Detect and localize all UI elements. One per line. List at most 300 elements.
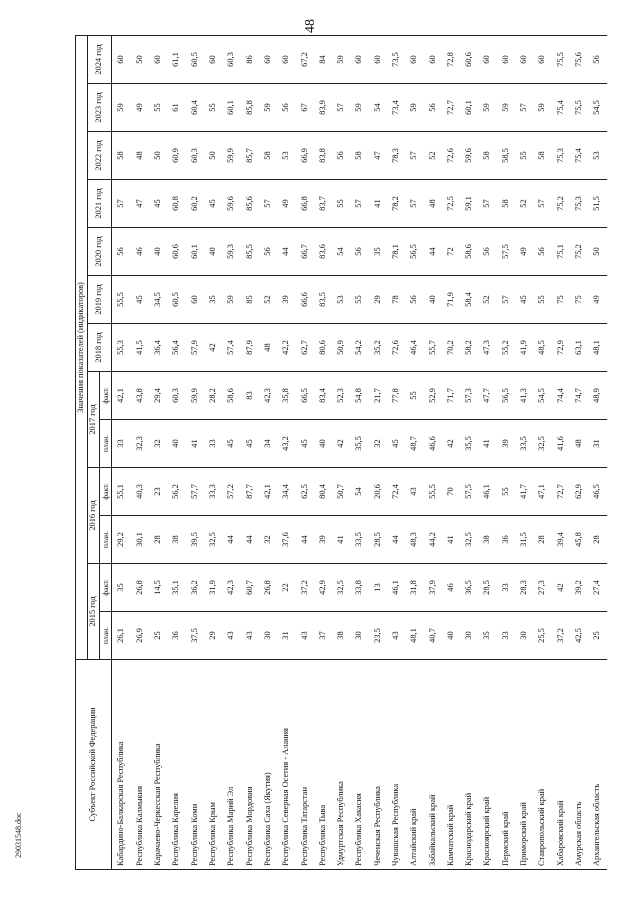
value-cell: 59 [112, 84, 131, 132]
value-cell: 59,6 [460, 132, 478, 180]
value-cell: 60 [533, 36, 551, 84]
value-cell: 57,3 [460, 372, 478, 420]
table-row [149, 36, 167, 870]
table-row [222, 36, 240, 870]
value-cell: 59 [533, 84, 551, 132]
value-cell: 43 [387, 612, 405, 660]
value-cell: 59 [222, 276, 240, 324]
value-cell: 85,5 [241, 228, 259, 276]
header-year-2023: 2023 год [88, 84, 112, 132]
value-cell: 49 [277, 180, 295, 228]
value-cell: 39 [497, 420, 515, 468]
value-cell: 44,2 [424, 516, 442, 564]
value-cell: 72 [442, 228, 460, 276]
region-name-cell: Республика Северная Осетия - Алания [277, 660, 295, 870]
value-cell: 39,2 [570, 564, 588, 612]
value-cell: 56 [332, 132, 350, 180]
value-cell: 48 [131, 132, 149, 180]
value-cell: 57 [497, 276, 515, 324]
value-cell: 56 [424, 84, 442, 132]
value-cell: 83,7 [314, 180, 332, 228]
value-cell: 37 [314, 612, 332, 660]
value-cell: 44 [387, 516, 405, 564]
table-row [515, 36, 533, 870]
value-cell: 72,6 [387, 324, 405, 372]
header-region: Субъект Российской Федерации [76, 660, 112, 870]
value-cell: 56 [112, 228, 131, 276]
value-cell: 34,4 [277, 468, 295, 516]
table-row [350, 36, 368, 870]
value-cell: 33 [497, 564, 515, 612]
value-cell: 28,3 [515, 564, 533, 612]
value-cell: 52,9 [424, 372, 442, 420]
value-cell: 25 [588, 612, 607, 660]
value-cell: 29,4 [149, 372, 167, 420]
value-cell: 45,8 [570, 516, 588, 564]
table-row [570, 36, 588, 870]
value-cell: 23,5 [369, 612, 387, 660]
value-cell: 54 [369, 84, 387, 132]
value-cell: 56,2 [167, 468, 185, 516]
value-cell: 55,2 [497, 324, 515, 372]
value-cell: 35,5 [460, 420, 478, 468]
value-cell: 54 [350, 468, 368, 516]
value-cell: 43 [405, 468, 423, 516]
value-cell: 45 [204, 180, 222, 228]
value-cell: 37,2 [552, 612, 570, 660]
value-cell: 55 [204, 84, 222, 132]
value-cell: 23 [149, 468, 167, 516]
table-row [460, 36, 478, 870]
value-cell: 58,6 [222, 372, 240, 420]
value-cell: 60,6 [167, 228, 185, 276]
value-cell: 61,1 [167, 36, 185, 84]
value-cell: 41,6 [552, 420, 570, 468]
value-cell: 26,8 [131, 564, 149, 612]
value-cell: 40 [167, 420, 185, 468]
value-cell: 28,5 [369, 516, 387, 564]
value-cell: 55 [332, 180, 350, 228]
value-cell: 33 [112, 420, 131, 468]
value-cell: 31,5 [515, 516, 533, 564]
value-cell: 60,1 [460, 84, 478, 132]
header-2015-plan: план. [100, 612, 112, 660]
value-cell: 42,1 [112, 372, 131, 420]
value-cell: 67,2 [296, 36, 314, 84]
value-cell: 46 [442, 564, 460, 612]
value-cell: 45 [515, 276, 533, 324]
value-cell: 32,5 [533, 420, 551, 468]
value-cell: 47,1 [533, 468, 551, 516]
value-cell: 54 [332, 228, 350, 276]
value-cell: 35,8 [277, 372, 295, 420]
table-row [112, 36, 131, 870]
value-cell: 22 [277, 564, 295, 612]
value-cell: 56,5 [497, 372, 515, 420]
value-cell: 56 [533, 228, 551, 276]
value-cell: 66,9 [296, 132, 314, 180]
region-name-cell: Карачаево-Черкесская Республика [149, 660, 167, 870]
value-cell: 45 [296, 420, 314, 468]
header-year-2020: 2020 год [88, 228, 112, 276]
table-row [387, 36, 405, 870]
value-cell: 50 [588, 228, 607, 276]
region-name-cell: Республика Крым [204, 660, 222, 870]
value-cell: 38 [167, 516, 185, 564]
header-2016-fact: факт. [100, 468, 112, 516]
value-cell: 30,1 [131, 516, 149, 564]
region-name-cell: Кабардино-Балкарская Республика [112, 660, 131, 870]
value-cell: 67 [296, 84, 314, 132]
region-name-cell: Республика Мордовия [241, 660, 259, 870]
value-cell: 57,7 [186, 468, 204, 516]
header-2016-plan: план. [100, 516, 112, 564]
value-cell: 60 [186, 276, 204, 324]
region-name-cell: Чувашская Республика [387, 660, 405, 870]
value-cell: 44 [222, 516, 240, 564]
region-name-cell: Архангельская область [588, 660, 607, 870]
value-cell: 55,5 [112, 276, 131, 324]
value-cell: 28,5 [479, 564, 497, 612]
value-cell: 50,7 [332, 468, 350, 516]
value-cell: 44 [296, 516, 314, 564]
header-year-2018: 2018 год [88, 324, 112, 372]
value-cell: 70 [442, 468, 460, 516]
value-cell: 20,6 [369, 468, 387, 516]
region-name-cell: Удмуртская Республика [332, 660, 350, 870]
value-cell: 78,3 [387, 132, 405, 180]
value-cell: 75,4 [570, 132, 588, 180]
value-cell: 46,6 [424, 420, 442, 468]
value-cell: 60 [277, 36, 295, 84]
value-cell: 35 [112, 564, 131, 612]
value-cell: 57 [515, 84, 533, 132]
value-cell: 53 [277, 132, 295, 180]
table-row [314, 36, 332, 870]
value-cell: 29 [369, 276, 387, 324]
value-cell: 57 [479, 180, 497, 228]
header-year-2017: 2017 год [88, 372, 100, 468]
value-cell: 54,5 [533, 372, 551, 420]
value-cell: 77,8 [387, 372, 405, 420]
value-cell: 41,9 [515, 324, 533, 372]
value-cell: 72,4 [387, 468, 405, 516]
value-cell: 75,5 [570, 84, 588, 132]
value-cell: 42 [332, 420, 350, 468]
value-cell: 58,5 [497, 132, 515, 180]
value-cell: 59 [350, 84, 368, 132]
header-year-2024: 2024 год [88, 36, 112, 84]
table-row [442, 36, 460, 870]
value-cell: 58 [350, 132, 368, 180]
value-cell: 48,3 [405, 516, 423, 564]
value-cell: 43,8 [131, 372, 149, 420]
value-cell: 72,7 [552, 468, 570, 516]
value-cell: 60,7 [241, 564, 259, 612]
region-name-cell: Красноярский край [479, 660, 497, 870]
value-cell: 25 [149, 612, 167, 660]
value-cell: 35 [204, 276, 222, 324]
value-cell: 60 [112, 36, 131, 84]
region-name-cell: Республика Хакасия [350, 660, 368, 870]
value-cell: 78 [387, 276, 405, 324]
value-cell: 60,4 [186, 84, 204, 132]
value-cell: 57 [112, 180, 131, 228]
value-cell: 72,5 [442, 180, 460, 228]
value-cell: 60,3 [167, 372, 185, 420]
value-cell: 34,5 [149, 276, 167, 324]
value-cell: 36,2 [186, 564, 204, 612]
value-cell: 83,4 [314, 372, 332, 420]
value-cell: 60 [204, 36, 222, 84]
value-cell: 13 [369, 564, 387, 612]
value-cell: 58,4 [460, 276, 478, 324]
value-cell: 75,6 [570, 36, 588, 84]
region-name-cell: Забайкальский край [424, 660, 442, 870]
value-cell: 45 [241, 420, 259, 468]
value-cell: 60 [424, 36, 442, 84]
value-cell: 55 [497, 468, 515, 516]
value-cell: 43 [296, 612, 314, 660]
value-cell: 60 [405, 36, 423, 84]
value-cell: 59 [405, 84, 423, 132]
value-cell: 57,9 [186, 324, 204, 372]
value-cell: 59,9 [186, 372, 204, 420]
value-cell: 59,9 [222, 132, 240, 180]
value-cell: 37,6 [277, 516, 295, 564]
value-cell: 75 [552, 276, 570, 324]
region-name-cell: Хабаровский край [552, 660, 570, 870]
value-cell: 57,5 [460, 468, 478, 516]
value-cell: 60,3 [186, 132, 204, 180]
value-cell: 59,6 [222, 180, 240, 228]
value-cell: 40 [442, 612, 460, 660]
value-cell: 42,5 [570, 612, 588, 660]
value-cell: 62,9 [570, 468, 588, 516]
value-cell: 49 [131, 84, 149, 132]
value-cell: 73,5 [387, 36, 405, 84]
value-cell: 42,3 [259, 372, 277, 420]
value-cell: 29,2 [112, 516, 131, 564]
value-cell: 59 [497, 84, 515, 132]
value-cell: 51,5 [588, 180, 607, 228]
value-cell: 53 [332, 276, 350, 324]
value-cell: 57 [259, 180, 277, 228]
value-cell: 60 [497, 36, 515, 84]
region-name-cell: Республика Татарстан [296, 660, 314, 870]
value-cell: 33,5 [350, 516, 368, 564]
value-cell: 48,7 [405, 420, 423, 468]
value-cell: 28,2 [204, 372, 222, 420]
region-name-cell: Краснодарский край [460, 660, 478, 870]
value-cell: 56 [277, 84, 295, 132]
value-cell: 41,5 [131, 324, 149, 372]
region-name-cell: Приморский край [515, 660, 533, 870]
value-cell: 70,2 [442, 324, 460, 372]
value-cell: 35 [479, 612, 497, 660]
value-cell: 37,9 [424, 564, 442, 612]
value-cell: 46,4 [405, 324, 423, 372]
value-cell: 45 [131, 276, 149, 324]
value-cell: 66,5 [296, 372, 314, 420]
value-cell: 48 [570, 420, 588, 468]
value-cell: 58 [259, 132, 277, 180]
value-cell: 50 [204, 132, 222, 180]
value-cell: 55 [533, 276, 551, 324]
value-cell: 32,5 [460, 516, 478, 564]
region-name-cell: Амурская область [570, 660, 588, 870]
value-cell: 42,9 [314, 564, 332, 612]
value-cell: 73,4 [387, 84, 405, 132]
value-cell: 83 [241, 372, 259, 420]
value-cell: 41,7 [515, 468, 533, 516]
value-cell: 57 [332, 84, 350, 132]
value-cell: 40 [314, 420, 332, 468]
table-row [186, 36, 204, 870]
value-cell: 33,3 [204, 468, 222, 516]
value-cell: 57 [533, 180, 551, 228]
value-cell: 72,9 [552, 324, 570, 372]
header-year-2019: 2019 год [88, 276, 112, 324]
value-cell: 59 [479, 84, 497, 132]
header-2017-fact: факт. [100, 372, 112, 420]
value-cell: 35,2 [369, 324, 387, 372]
value-cell: 32,5 [204, 516, 222, 564]
value-cell: 55,7 [424, 324, 442, 372]
value-cell: 74,4 [552, 372, 570, 420]
value-cell: 31,9 [204, 564, 222, 612]
value-cell: 71,7 [442, 372, 460, 420]
value-cell: 84 [314, 36, 332, 84]
value-cell: 57 [405, 180, 423, 228]
value-cell: 35,1 [167, 564, 185, 612]
table-row [332, 36, 350, 870]
value-cell: 57,2 [222, 468, 240, 516]
header-year-2022: 2022 год [88, 132, 112, 180]
table-body [112, 36, 608, 870]
value-cell: 62,7 [296, 324, 314, 372]
value-cell: 50 [131, 36, 149, 84]
value-cell: 28 [588, 516, 607, 564]
value-cell: 46,5 [588, 468, 607, 516]
value-cell: 78,2 [387, 180, 405, 228]
value-cell: 57 [405, 132, 423, 180]
value-cell: 58 [533, 132, 551, 180]
value-cell: 66,6 [296, 276, 314, 324]
value-cell: 58 [479, 132, 497, 180]
value-cell: 83,5 [314, 276, 332, 324]
value-cell: 72,8 [442, 36, 460, 84]
value-cell: 43 [241, 612, 259, 660]
footer-filename: 29031548.doc [14, 812, 23, 858]
value-cell: 32,3 [131, 420, 149, 468]
table-row [277, 36, 295, 870]
table-row [588, 36, 607, 870]
value-cell: 56 [259, 228, 277, 276]
value-cell: 42 [552, 564, 570, 612]
value-cell: 63,1 [570, 324, 588, 372]
value-cell: 46,1 [479, 468, 497, 516]
value-cell: 80,4 [314, 468, 332, 516]
value-cell: 85 [241, 276, 259, 324]
value-cell: 33 [497, 612, 515, 660]
value-cell: 62,5 [296, 468, 314, 516]
value-cell: 58,2 [460, 324, 478, 372]
value-cell: 55,3 [112, 324, 131, 372]
value-cell: 85,7 [241, 132, 259, 180]
region-name-cell: Республика Карелия [167, 660, 185, 870]
value-cell: 55 [405, 372, 423, 420]
value-cell: 41 [332, 516, 350, 564]
value-cell: 60 [479, 36, 497, 84]
value-cell: 56,5 [405, 228, 423, 276]
value-cell: 66,7 [296, 228, 314, 276]
header-2015-fact: факт. [100, 564, 112, 612]
value-cell: 87,9 [241, 324, 259, 372]
region-name-cell: Республика Коми [186, 660, 204, 870]
value-cell: 56 [405, 276, 423, 324]
value-cell: 54,2 [350, 324, 368, 372]
value-cell: 83,6 [314, 228, 332, 276]
value-cell: 14,5 [149, 564, 167, 612]
value-cell: 42 [442, 420, 460, 468]
indicators-table [75, 35, 607, 870]
value-cell: 52 [259, 276, 277, 324]
value-cell: 21,7 [369, 372, 387, 420]
value-cell: 54,5 [588, 84, 607, 132]
value-cell: 44 [424, 228, 442, 276]
region-name-cell: Республика Саха (Якутия) [259, 660, 277, 870]
value-cell: 75,5 [552, 36, 570, 84]
value-cell: 45 [222, 420, 240, 468]
value-cell: 44 [241, 516, 259, 564]
value-cell: 60,1 [186, 228, 204, 276]
value-cell: 42,2 [277, 324, 295, 372]
value-cell: 30 [350, 612, 368, 660]
value-cell: 37,2 [296, 564, 314, 612]
value-cell: 52 [479, 276, 497, 324]
value-cell: 36 [497, 516, 515, 564]
value-cell: 31 [277, 612, 295, 660]
value-cell: 39,4 [552, 516, 570, 564]
value-cell: 58 [112, 132, 131, 180]
table-row [552, 36, 570, 870]
table-row [296, 36, 314, 870]
value-cell: 32 [149, 420, 167, 468]
table-row [533, 36, 551, 870]
region-name-cell: Чеченская Республика [369, 660, 387, 870]
value-cell: 35 [369, 228, 387, 276]
table-row [369, 36, 387, 870]
value-cell: 41 [369, 180, 387, 228]
value-cell: 60 [515, 36, 533, 84]
value-cell: 55,5 [424, 468, 442, 516]
value-cell: 48 [424, 180, 442, 228]
value-cell: 33,8 [350, 564, 368, 612]
value-cell: 75,2 [552, 180, 570, 228]
value-cell: 60,9 [167, 132, 185, 180]
value-cell: 36,5 [460, 564, 478, 612]
value-cell: 38 [479, 516, 497, 564]
value-cell: 60,8 [167, 180, 185, 228]
value-cell: 78,1 [387, 228, 405, 276]
value-cell: 60,6 [460, 36, 478, 84]
value-cell: 60 [369, 36, 387, 84]
value-cell: 58 [497, 180, 515, 228]
value-cell: 38 [332, 612, 350, 660]
value-cell: 72,7 [442, 84, 460, 132]
value-cell: 57,4 [222, 324, 240, 372]
